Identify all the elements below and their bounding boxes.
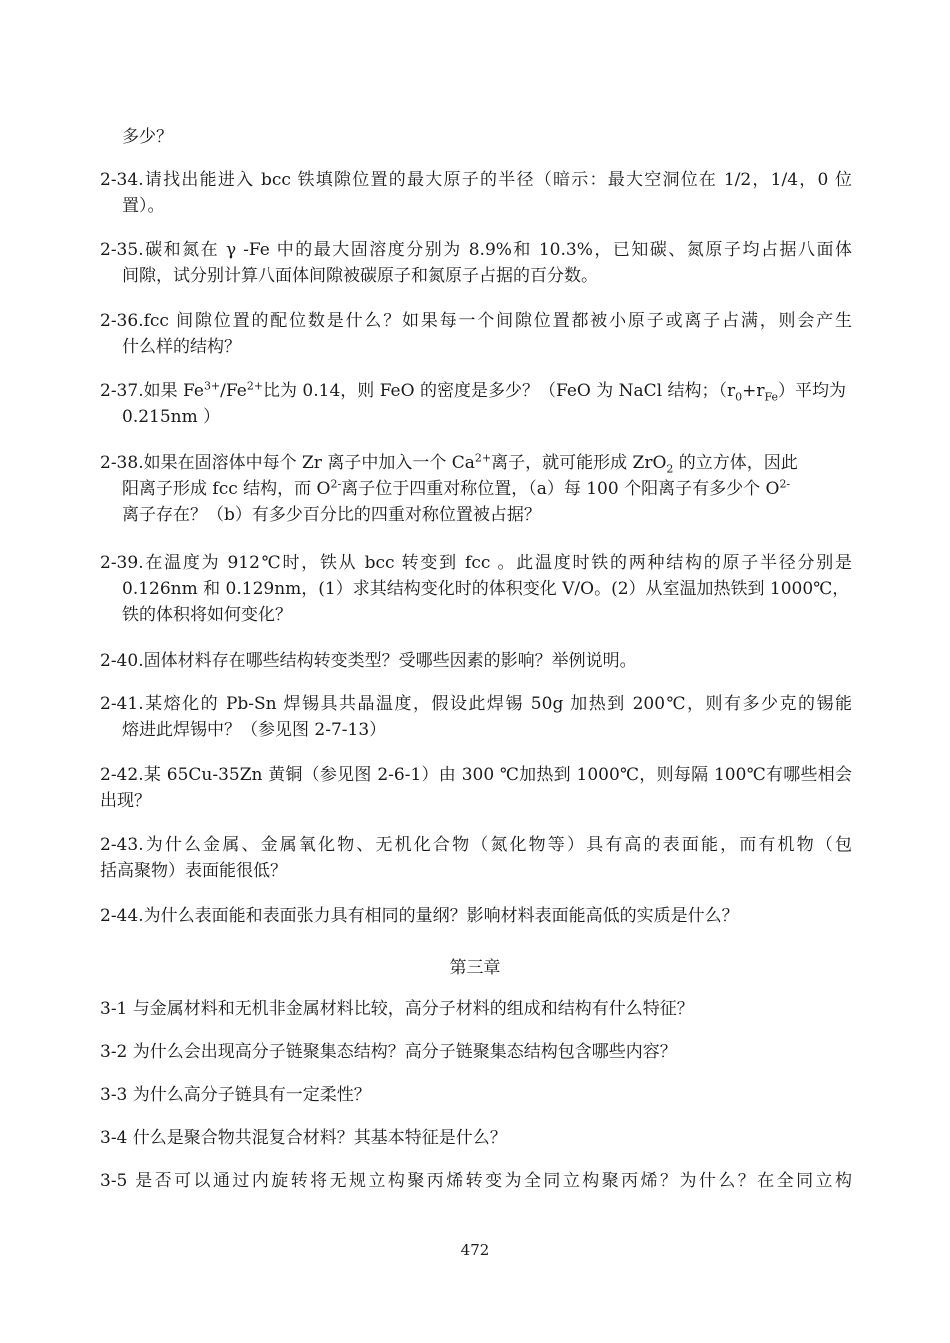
question-3-3: 3-3 为什么高分子链具有一定柔性？	[100, 1085, 371, 1105]
question-2-42: 2-42.某 65Cu-35Zn 黄铜（参见图 2-6-1）由 300 ℃加热到 1000℃，则每隔 100℃有哪些相会 出现？	[100, 765, 852, 811]
question-2-37: 2-37.如果 $Fe^{3+}/Fe^{2+}$比为 0.14，则 FeO 的密度是多少？（FeO 为 NaCl 结构；$(r_0+r_{Fe})$平均为 0.215nm ）	[100, 379, 847, 427]
chapter-heading: 第三章	[449, 958, 501, 978]
question-3-2: 3-2 为什么会出现高分子链聚集态结构？高分子链聚集态结构包含哪些内容？	[100, 1042, 677, 1062]
question-2-39: 2-39.在温度为 912℃时，铁从 bcc 转变到 fcc 。此温度时铁的两种结构的原子半径分别是 0.126nm 和 0.129nm，(1）求其结构变化时的体积变化 V/O。(2）从室温加热铁到 1000℃， 铁的体积将如何变化？	[100, 553, 852, 625]
question-2-40: 2-40.固体材料存在哪些结构转变类型？受哪些因素的影响？举例说明。	[100, 651, 637, 671]
question-2-34: 2-34.请找出能进入 bcc 铁填隙位置的最大原子的半径（暗示：最大空洞位在 1/2，1/4，0 位 置）。	[100, 170, 852, 216]
question-2-41: 2-41.某熔化的 Pb-Sn 焊锡具共晶温度，假设此焊锡 50g 加热到 200℃，则有多少克的锡能 熔进此焊锡中？（参见图 2-7-13）	[100, 694, 852, 740]
question-2-43: 2-43.为什么金属、金属氧化物、无机化合物（氮化物等）具有高的表面能，而有机物（包 括高聚物）表面能很低？	[100, 835, 852, 881]
continued-text: 多少？	[122, 127, 173, 147]
question-2-38: 2-38.如果在固溶体中每个 Zr 离子中加入一个 $Ca^{2+}$离子，就可能形成 ZrO$_2$ 的立方体，因此 阳离子形成 fcc 结构，而 $O^{2-}$离子位于四重对称位置，（a）每 100 个阳离子有多少个 $O^{2-}$ 离子存在？（b）有多少百分比的四重对称位置被占据？	[100, 451, 798, 525]
question-2-44: 2-44.为什么表面能和表面张力具有相同的量纲？影响材料表面能高低的实质是什么？	[100, 906, 739, 926]
question-3-1: 3-1 与金属材料和无机非金属材料比较，高分子材料的组成和结构有什么特征？	[100, 999, 694, 1019]
page-number: 472	[460, 1241, 490, 1259]
question-2-35: 2-35.碳和氮在 γ -Fe 中的最大固溶度分别为 8.9%和 10.3%，已知碳、氮原子均占据八面体 间隙，试分别计算八面体间隙被碳原子和氮原子占据的百分数。	[100, 240, 852, 286]
question-2-36: 2-36.fcc 间隙位置的配位数是什么？如果每一个间隙位置都被小原子或离子占满，则会产生 什么样的结构？	[100, 311, 852, 357]
question-3-4: 3-4 什么是聚合物共混复合材料？其基本特征是什么？	[100, 1128, 507, 1148]
question-3-5: 3-5 是否可以通过内旋转将无规立构聚丙烯转变为全同立构聚丙烯？为什么？在全同立构	[100, 1171, 852, 1191]
